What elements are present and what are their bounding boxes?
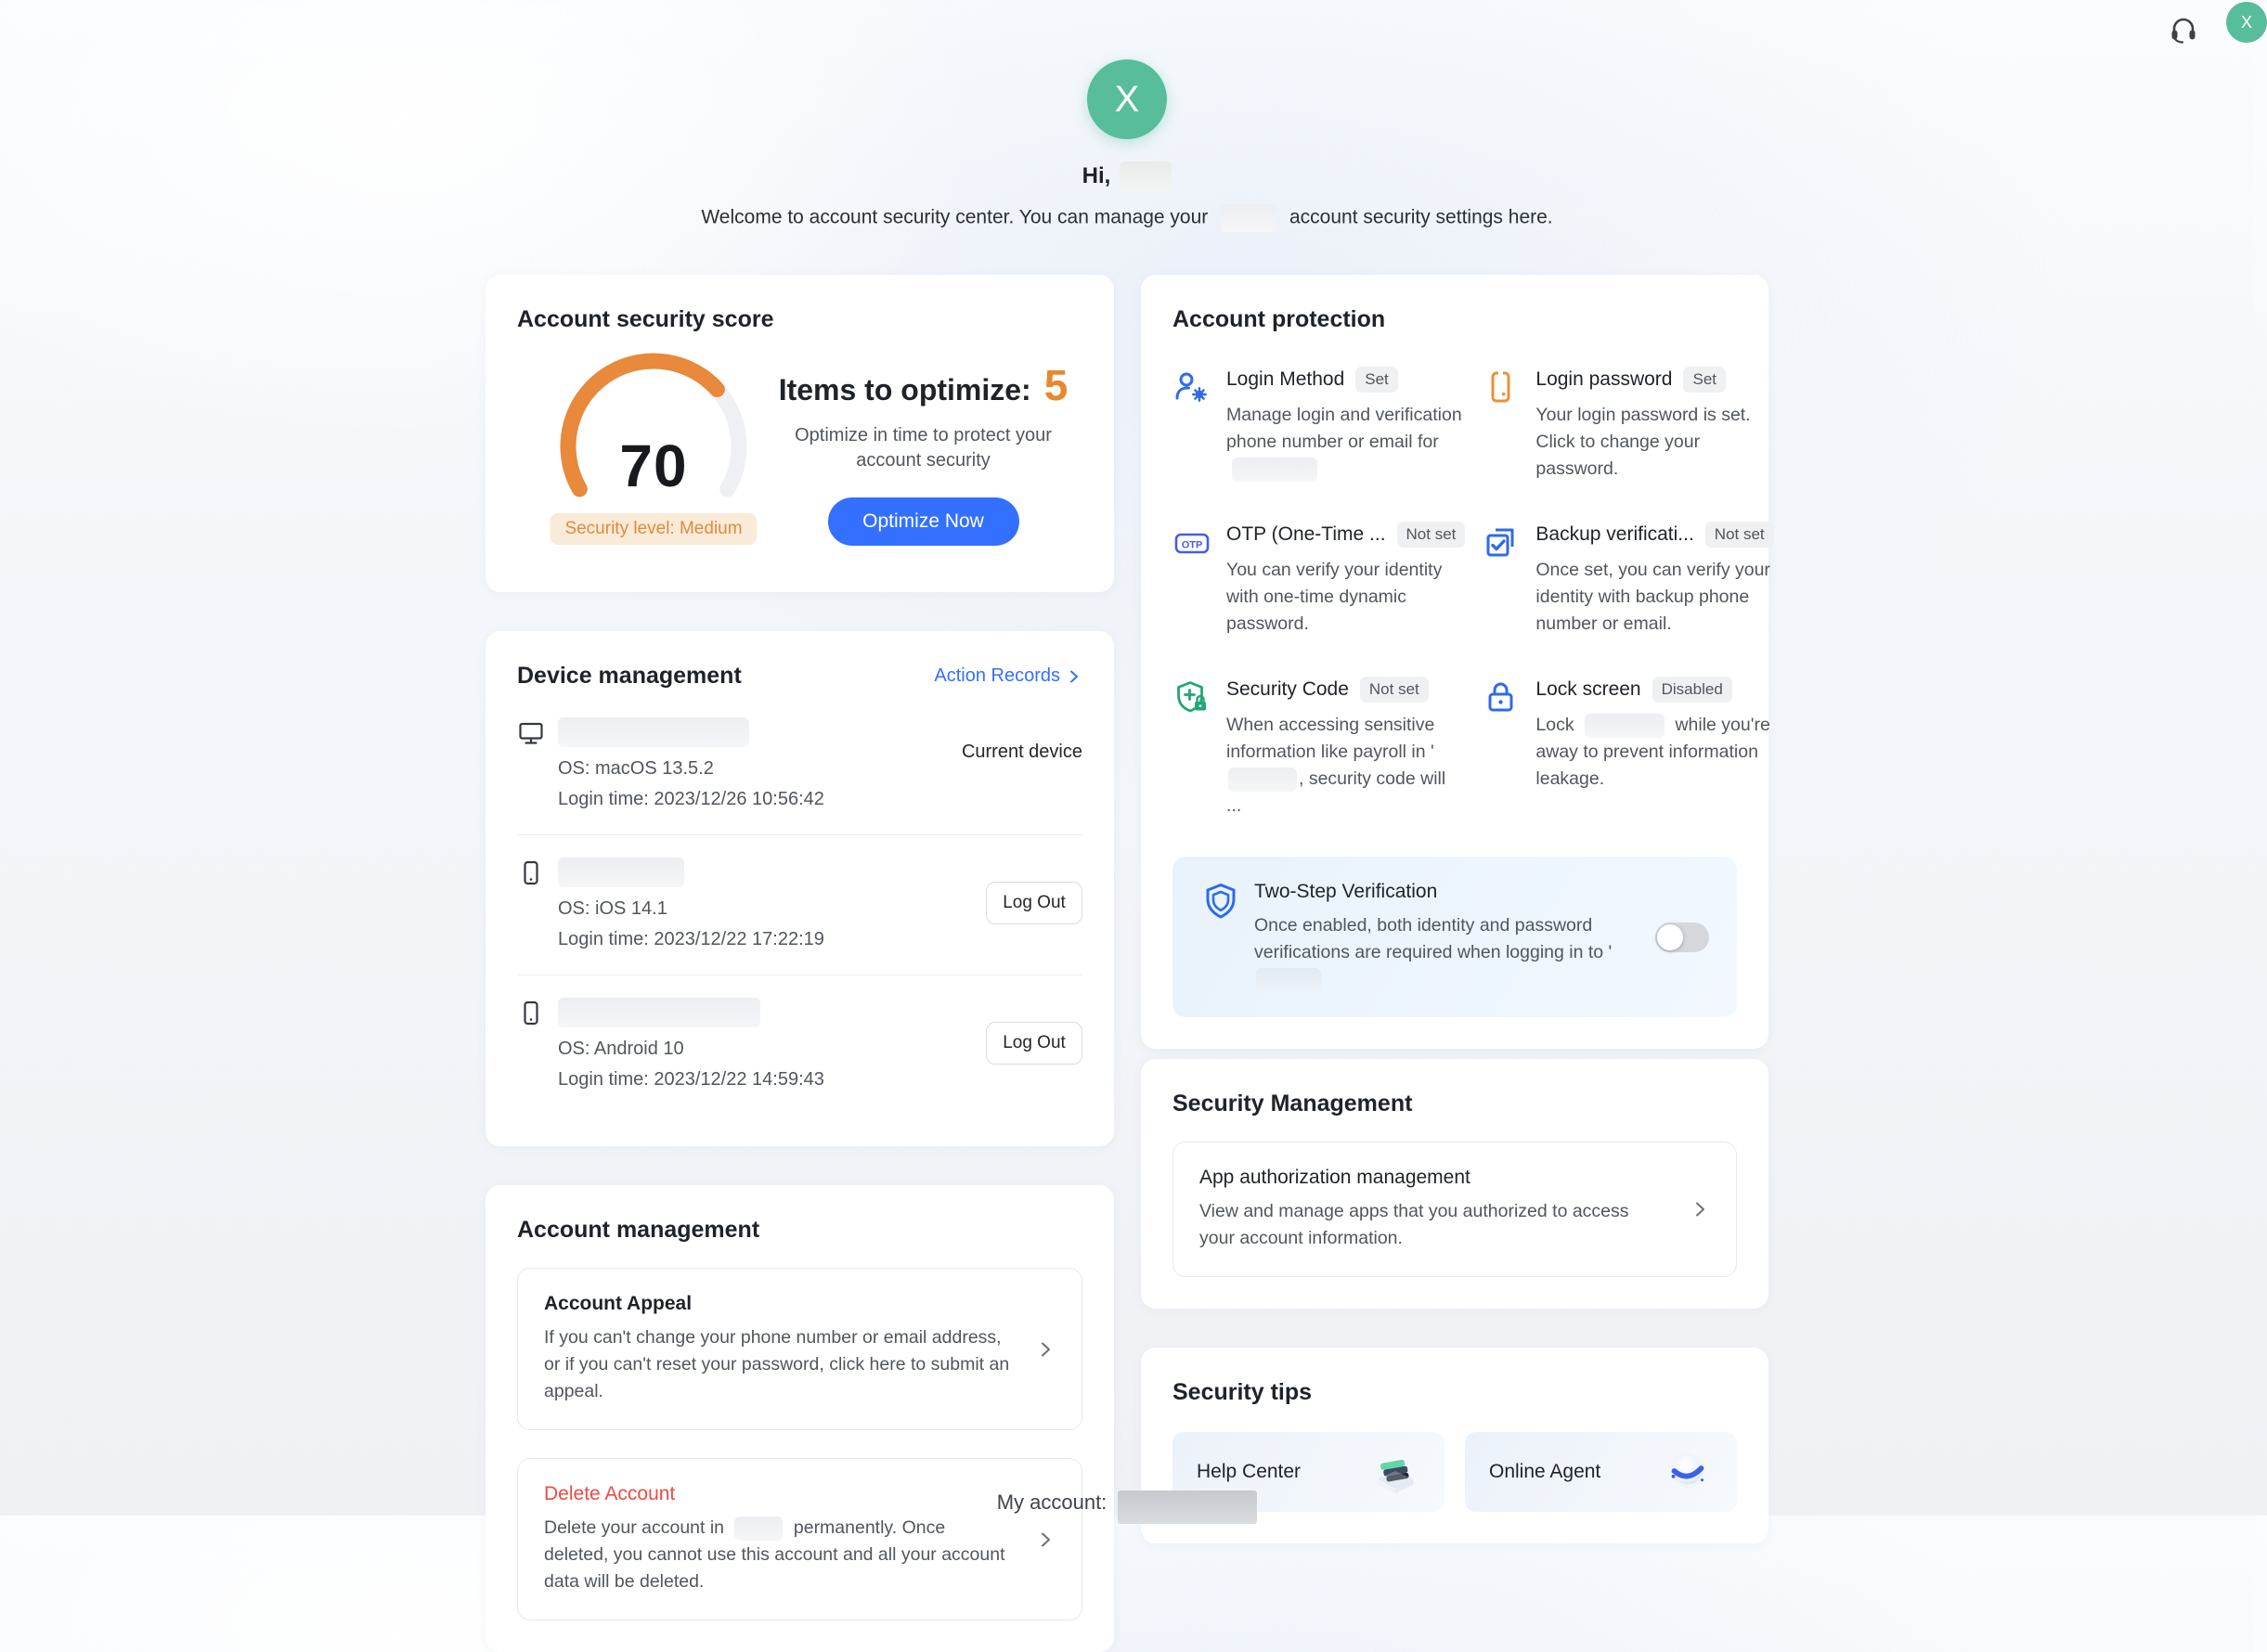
account-protection-title: Account protection [1172,306,1386,332]
login-password-badge: Set [1683,367,1726,393]
toggle-knob [1657,924,1683,950]
protection-grid [1172,367,1770,820]
lock-screen-description: Lock while you're away to prevent information leakage. [1535,715,1770,789]
items-to-optimize-label: Items to optimize: [778,373,1031,407]
chevron-right-icon [1066,668,1082,685]
items-to-optimize-count: 5 [1043,361,1069,409]
left-column [486,275,1114,1652]
security-score-value: 70 [619,432,688,499]
score-body [517,342,1082,556]
brand-redacted [1256,968,1321,992]
security-level-badge: Security level: Medium [550,513,757,545]
device-login-time: Login time: 2023/12/22 14:59:43 [558,1069,824,1090]
two-step-description: Once enabled, both identity and password verifications are required when logging in to ' [1254,912,1640,993]
otp-icon [1172,522,1211,638]
current-device-label: Current device [961,742,1082,762]
security-code-item[interactable] [1172,677,1465,820]
optimize-subtitle: Optimize in time to protect your account security [795,425,1052,471]
backup-verification-description: Once set, you can verify your identity with backup phone number or email. [1535,560,1770,634]
two-step-toggle[interactable] [1655,923,1709,952]
desktop-icon [517,717,558,752]
device-management-card [486,631,1114,1146]
account-appeal-item[interactable] [517,1268,1082,1430]
delete-account-description: Delete your account in permanently. Once deleted, you cannot use this account and all your account data will be deleted. [544,1517,1005,1592]
action-records-label: Action Records [934,665,1060,686]
backup-verification-title: Backup verificati... [1535,523,1694,545]
greeting [0,161,2254,191]
account-appeal-description: If you can't change your phone number or email address, or if you can't reset your password, click here to submit an appeal. [544,1327,1010,1401]
login-password-title: Login password [1535,368,1673,390]
device-info [558,998,986,1091]
otp-title: OTP (One-Time ... [1226,523,1386,545]
footer [0,1491,2254,1524]
welcome-after: account security settings here. [1289,206,1553,228]
lock-screen-badge: Disabled [1652,677,1732,703]
chevron-right-icon [1035,1529,1056,1550]
login-password-item[interactable] [1482,367,1773,483]
otp-badge: Not set [1397,522,1466,548]
two-step-title: Two-Step Verification [1254,881,1438,902]
right-column [1141,275,1768,1543]
phone-password-icon [1482,367,1521,483]
security-management-card [1141,1059,1768,1309]
lock-screen-item[interactable] [1482,677,1773,820]
help-center-label: Help Center [1197,1461,1302,1482]
device-row-ios [517,834,1082,974]
login-method-badge: Set [1355,367,1398,393]
device-row-macos [517,695,1082,834]
app-authorization-item[interactable] [1172,1142,1737,1277]
brand-redacted [1232,458,1317,482]
brand-redacted [1221,204,1276,232]
backup-verification-item[interactable] [1482,522,1773,638]
optimize-now-button[interactable]: Optimize Now [828,497,1019,546]
app-authorization-title: App authorization management [1199,1167,1470,1188]
otp-description: You can verify your identity with one-time dynamic password. [1226,560,1443,634]
device-row-android [517,974,1082,1115]
online-agent-label: Online Agent [1489,1461,1601,1482]
device-os: OS: iOS 14.1 [558,898,667,919]
security-score-card [486,275,1114,592]
lock-screen-title: Lock screen [1535,678,1641,700]
security-score-gauge [543,342,764,556]
items-to-optimize-line [779,360,1069,410]
account-protection-card [1141,275,1768,1049]
padlock-icon [1482,677,1521,820]
account-id-redacted [1118,1491,1257,1524]
device-management-title: Device management [517,663,742,689]
welcome-before: Welcome to account security center. You can manage your [701,206,1209,228]
backup-verification-badge: Not set [1705,522,1774,548]
double-shield-icon [1200,881,1239,926]
delete-account-item[interactable] [517,1458,1082,1620]
my-account-label: My account: [996,1491,1108,1514]
welcome-line [0,204,2254,232]
two-step-verification-panel [1172,857,1737,1017]
content-columns [0,275,2254,1652]
login-method-item[interactable] [1172,367,1465,483]
avatar-letter: X [1114,78,1140,120]
user-gear-icon [1172,367,1211,483]
device-login-time: Login time: 2023/12/26 10:56:42 [558,789,824,809]
device-info [558,858,986,950]
chevron-right-icon [1690,1199,1710,1220]
brand-redacted [1228,768,1297,792]
account-appeal-title: Account Appeal [544,1293,693,1314]
device-os: OS: macOS 13.5.2 [558,758,714,779]
logout-button[interactable]: Log Out [986,1022,1082,1065]
topbar-avatar-letter: X [2240,12,2252,32]
security-code-description: When accessing sensitive information like payroll in ', security code will ... [1226,715,1446,816]
security-tips-title: Security tips [1172,1379,1313,1405]
clipboard-check-icon [1482,522,1521,638]
device-os: OS: Android 10 [558,1039,684,1059]
support-headset-icon[interactable] [2167,11,2200,49]
mobile-icon [517,858,558,892]
device-login-time: Login time: 2023/12/22 17:22:19 [558,929,824,949]
brand-redacted [1585,714,1665,738]
action-records-link[interactable] [934,665,1082,687]
header [0,0,2254,232]
username-redacted [1120,161,1172,191]
login-method-title: Login Method [1226,368,1345,390]
security-code-title: Security Code [1226,678,1349,700]
security-management-title: Security Management [1172,1091,1413,1116]
optimize-block [764,360,1082,546]
mobile-icon [517,998,558,1032]
security-code-badge: Not set [1360,677,1429,703]
topbar-avatar[interactable] [2226,2,2267,43]
device-name-redacted [558,998,760,1027]
login-password-description: Your login password is set. Click to change your password. [1535,405,1751,479]
app-authorization-description: View and manage apps that you authorized to access your account information. [1199,1201,1629,1248]
account-management-card [486,1185,1114,1652]
login-method-description: Manage login and verification phone number or email for [1226,402,1465,483]
security-score-title: Account security score [517,306,774,332]
account-management-title: Account management [517,1217,760,1243]
delete-account-title: Delete Account [544,1483,676,1504]
svg-text:OTP: OTP [1181,539,1203,551]
device-name-redacted [558,717,749,747]
greeting-text: Hi, [1082,163,1111,188]
avatar [1087,59,1167,139]
otp-item[interactable] [1172,522,1465,638]
device-info [558,717,962,810]
device-name-redacted [558,858,684,887]
logout-button[interactable]: Log Out [986,882,1082,924]
shield-plus-lock-icon [1172,677,1211,820]
chevron-right-icon [1035,1339,1056,1360]
